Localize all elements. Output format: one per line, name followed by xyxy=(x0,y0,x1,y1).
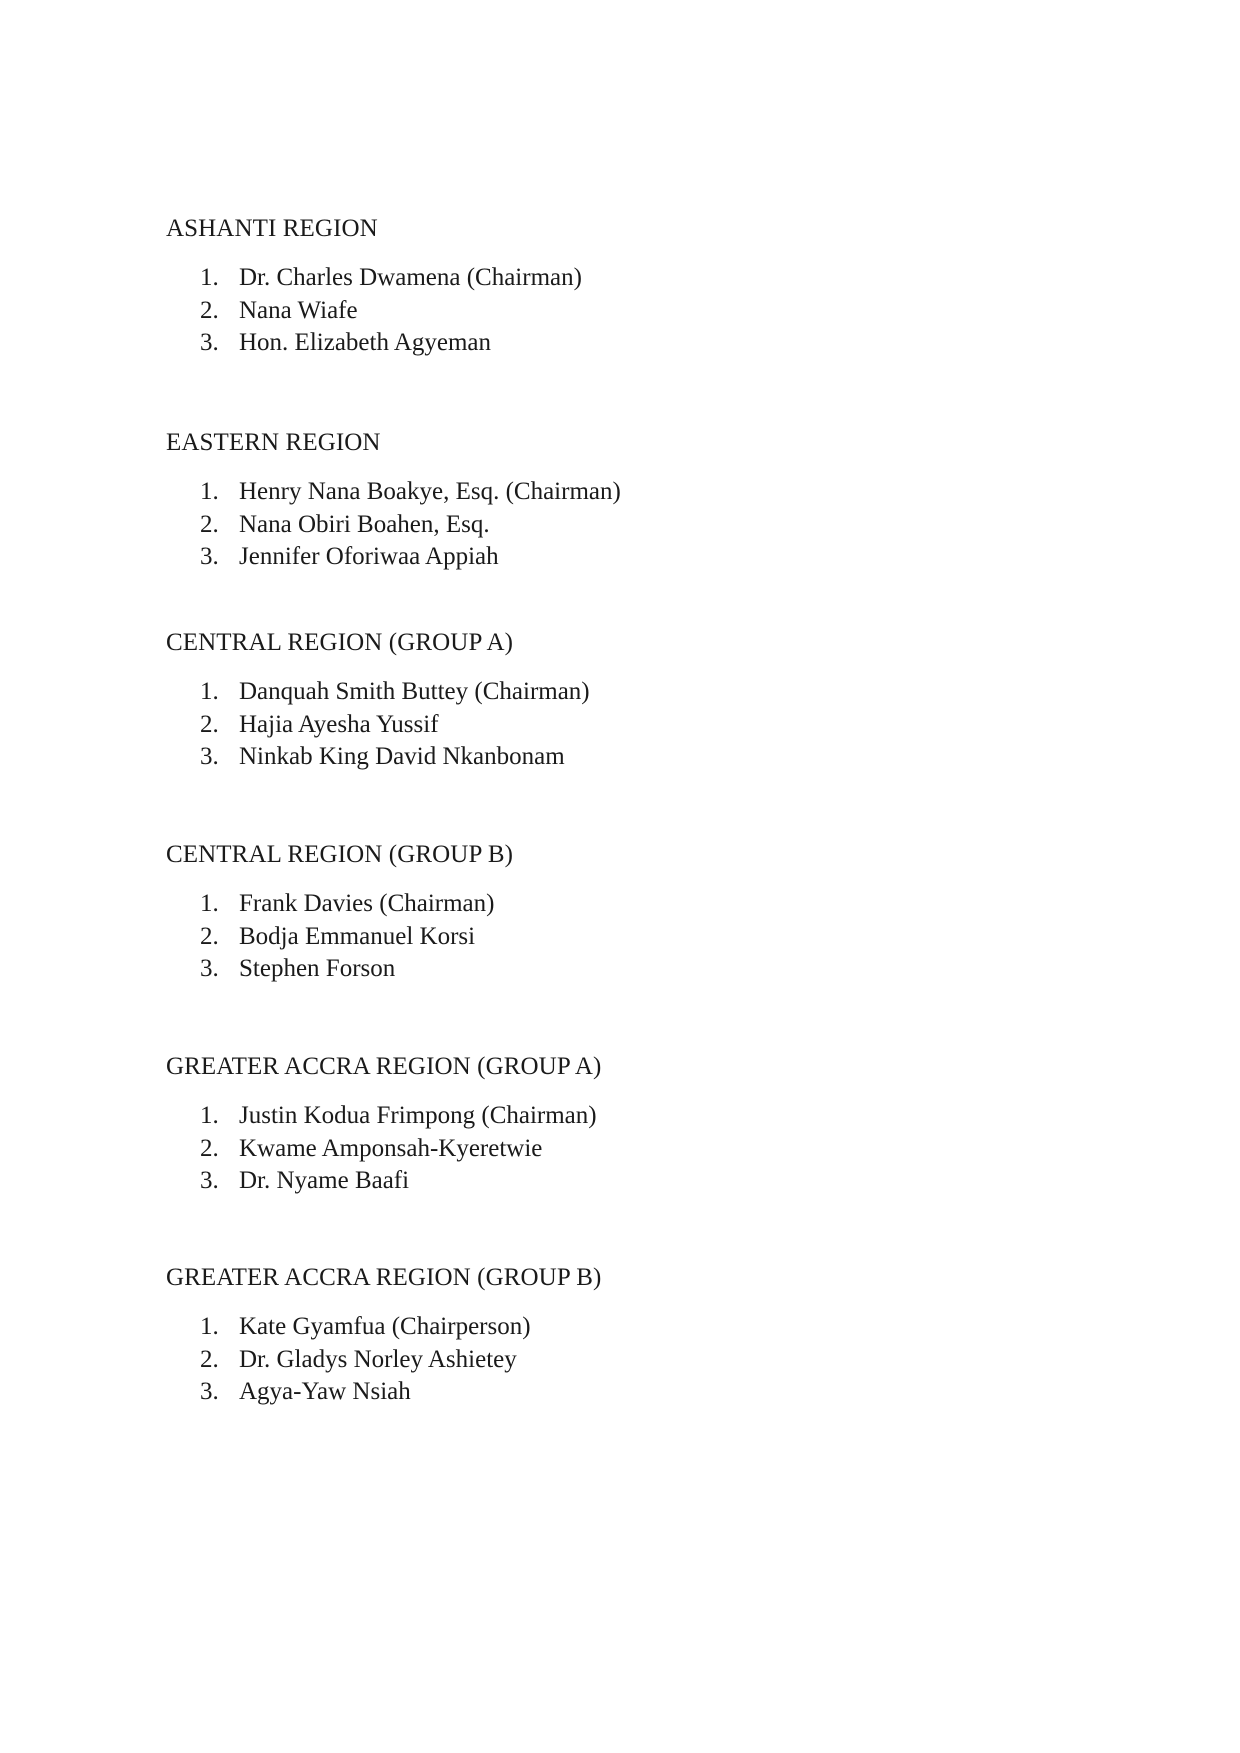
member-name: Kwame Amponsah-Kyeretwie xyxy=(239,1134,543,1162)
member-name: Nana Wiafe xyxy=(239,296,358,324)
item-number: 1. xyxy=(200,678,219,705)
member-name: Danquah Smith Buttey (Chairman) xyxy=(239,678,590,705)
member-name: Nana Obiri Boahen, Esq. xyxy=(239,510,490,538)
section-eastern-region xyxy=(166,428,1066,570)
section-heading: ASHANTI REGION xyxy=(166,215,378,242)
section-heading: CENTRAL REGION (GROUP A) xyxy=(166,629,514,656)
member-name: Dr. Gladys Norley Ashietey xyxy=(239,1345,517,1373)
section-greater-accra-region-group-a xyxy=(166,1052,1066,1194)
member-name: Hajia Ayesha Yussif xyxy=(239,710,439,738)
section-heading: EASTERN REGION xyxy=(166,429,381,456)
item-number: 2. xyxy=(200,1345,219,1373)
item-number: 3. xyxy=(200,955,219,982)
item-number: 1. xyxy=(200,264,219,291)
item-number: 3. xyxy=(200,1378,219,1405)
item-number: 3. xyxy=(200,743,219,770)
member-name: Bodja Emmanuel Korsi xyxy=(239,922,476,950)
member-name: Kate Gyamfua (Chairperson) xyxy=(239,1313,531,1340)
item-number: 2. xyxy=(200,922,219,950)
member-name: Frank Davies (Chairman) xyxy=(239,890,495,917)
member-name: Ninkab King David Nkanbonam xyxy=(239,743,565,770)
member-name: Justin Kodua Frimpong (Chairman) xyxy=(239,1102,597,1129)
section-ashanti-region xyxy=(166,214,1066,356)
item-number: 3. xyxy=(200,1167,219,1194)
item-number: 2. xyxy=(200,1134,219,1162)
member-name: Hon. Elizabeth Agyeman xyxy=(239,329,492,356)
item-number: 1. xyxy=(200,1102,219,1129)
member-name: Dr. Nyame Baafi xyxy=(239,1167,410,1194)
section-heading: GREATER ACCRA REGION (GROUP A) xyxy=(166,1053,602,1080)
item-number: 3. xyxy=(200,543,219,570)
section-heading: CENTRAL REGION (GROUP B) xyxy=(166,841,514,868)
item-number: 2. xyxy=(200,510,219,538)
item-number: 1. xyxy=(200,1313,219,1340)
member-name: Stephen Forson xyxy=(239,955,396,982)
item-number: 3. xyxy=(200,329,219,356)
member-name: Agya-Yaw Nsiah xyxy=(239,1378,411,1405)
item-number: 1. xyxy=(200,890,219,917)
member-name: Henry Nana Boakye, Esq. (Chairman) xyxy=(239,478,621,505)
member-name: Jennifer Oforiwaa Appiah xyxy=(239,543,499,570)
item-number: 1. xyxy=(200,478,219,505)
member-name: Dr. Charles Dwamena (Chairman) xyxy=(239,264,582,291)
section-central-region-group-a xyxy=(166,628,1066,770)
section-central-region-group-b xyxy=(166,840,1066,982)
section-greater-accra-region-group-b xyxy=(166,1263,1066,1405)
item-number: 2. xyxy=(200,710,219,738)
item-number: 2. xyxy=(200,296,219,324)
section-heading: GREATER ACCRA REGION (GROUP B) xyxy=(166,1264,602,1291)
